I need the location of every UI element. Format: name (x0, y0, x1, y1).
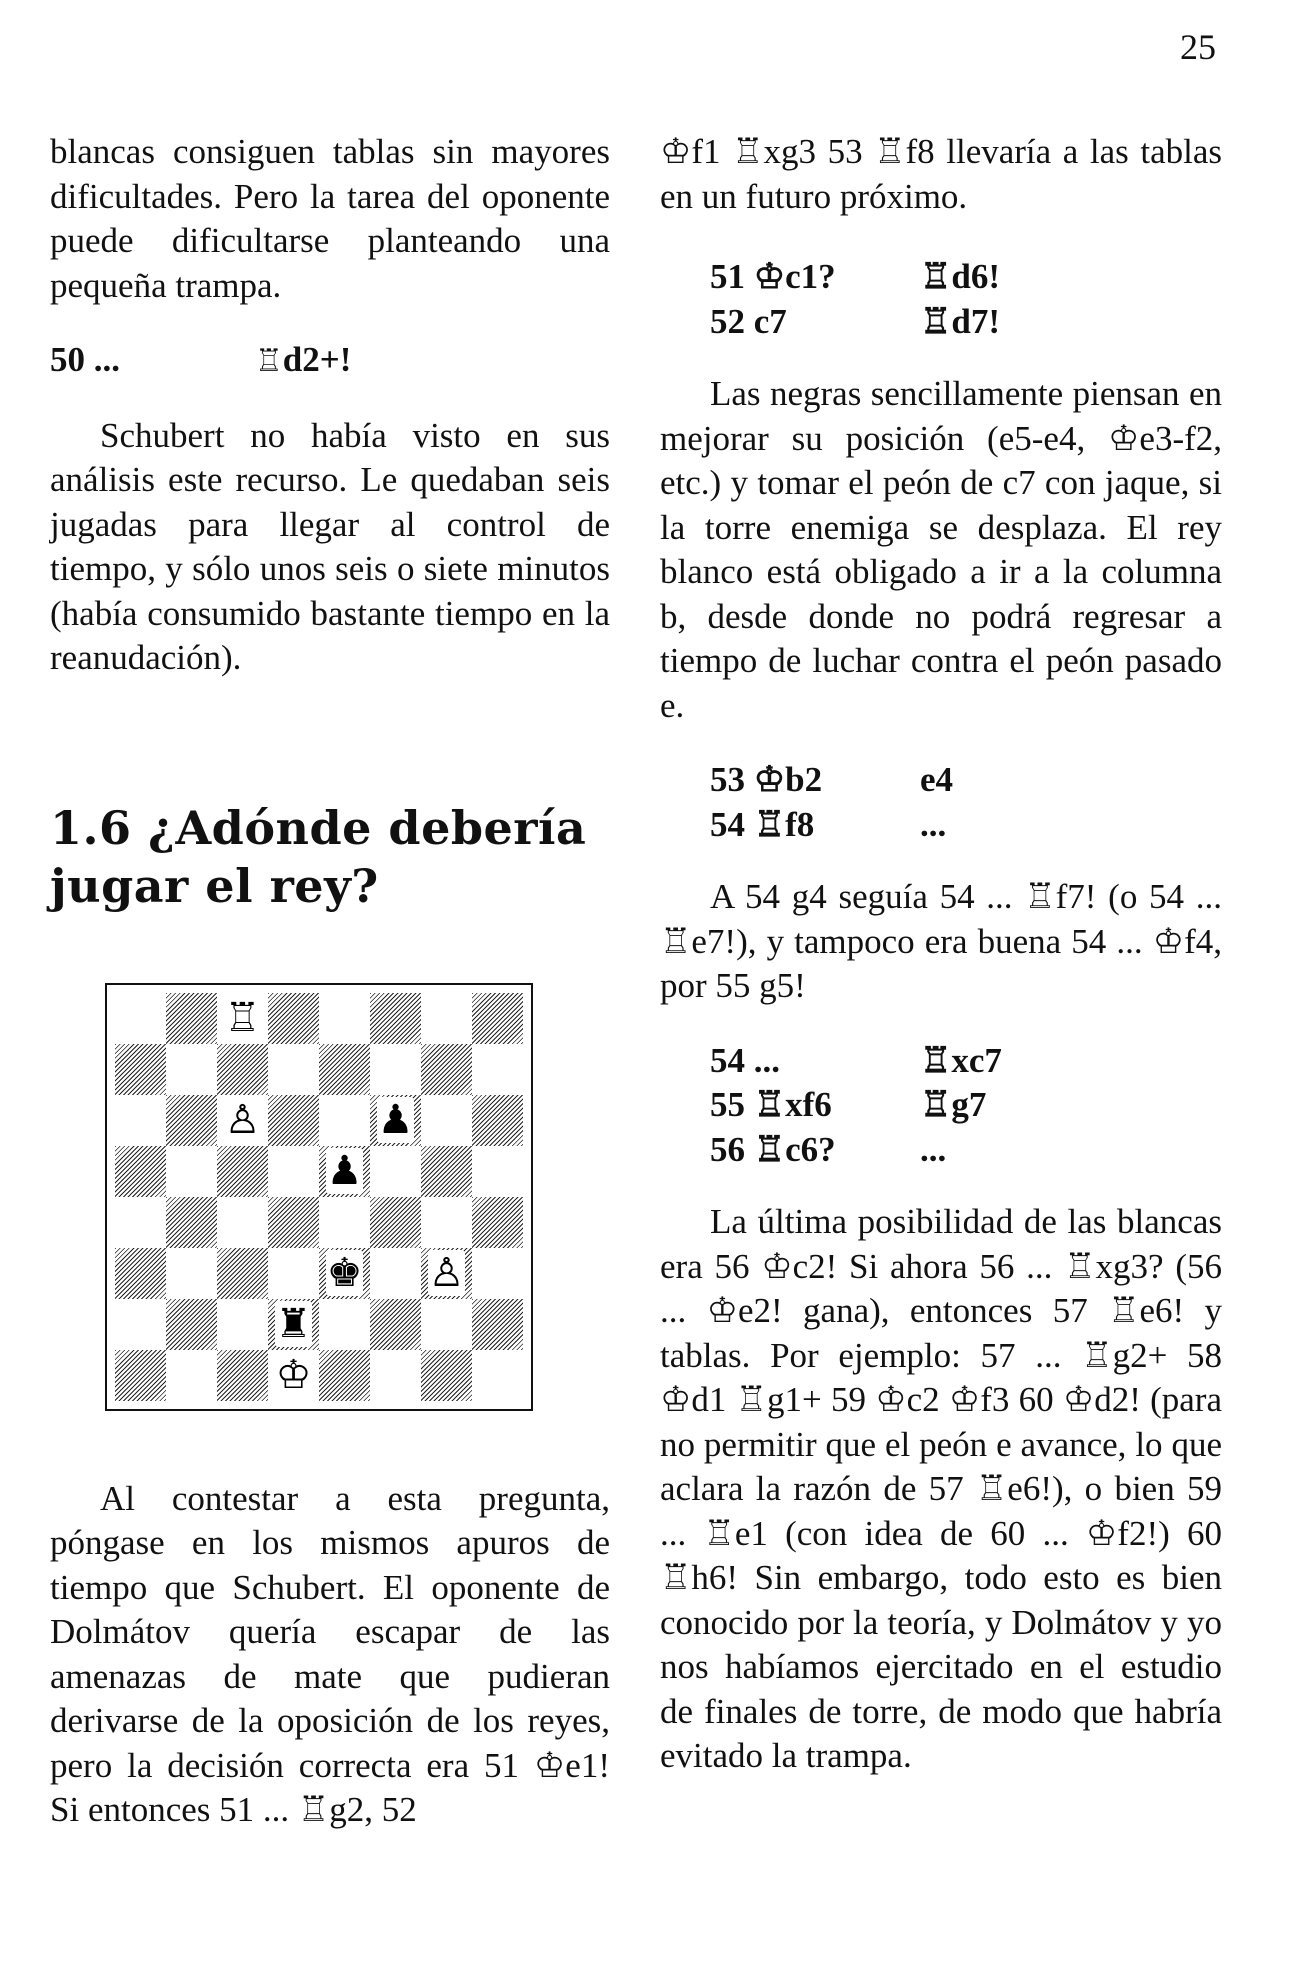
move-row (710, 803, 1222, 848)
dark-square (115, 1146, 166, 1197)
rook-icon: ♖ (255, 343, 283, 379)
dark-square (370, 1197, 421, 1248)
dark-square (166, 1299, 217, 1350)
light-square (115, 1197, 166, 1248)
dark-square (217, 1044, 268, 1095)
black-pawn-icon: ♟ (377, 1096, 414, 1143)
right-column (660, 130, 1222, 1779)
dark-square (217, 1350, 268, 1401)
light-square (217, 1197, 268, 1248)
dark-square (370, 993, 421, 1044)
left-paragraph-2: Schubert no había visto en sus análisis este recurso. Le quedaban seis jugadas para llegar al control de tiempo, y sólo unos seis o siete minutos (había consumido bastante tiempo en la reanudación). (50, 415, 610, 677)
moves-51-52 (710, 255, 1222, 344)
light-square (217, 1299, 268, 1350)
light-square (421, 1197, 472, 1248)
light-square (319, 1095, 370, 1146)
move-black: ♖g7 (920, 1085, 987, 1124)
white-pawn-icon: ♙ (224, 1096, 261, 1143)
light-square (370, 1248, 421, 1299)
dark-square (115, 1350, 166, 1401)
black-rook-icon: ♜ (275, 1300, 312, 1347)
right-paragraph-3: A 54 g4 seguía 54 ... ♖f7! (o 54 ... ♖e7!), y tampoco era buena 54 ... ♔f4, por 55 g5! (660, 877, 1222, 1005)
chess-diagram (105, 983, 533, 1411)
dark-square (319, 1044, 370, 1095)
move-white: 52 c7 (710, 301, 787, 341)
light-square (115, 1095, 166, 1146)
page-number: 25 (1180, 27, 1216, 67)
light-square (268, 1146, 319, 1197)
move-50 (50, 338, 610, 384)
move-white: 54 ♖f8 (710, 804, 815, 844)
dark-square (472, 993, 523, 1044)
light-square (319, 1197, 370, 1248)
white-rook-icon: ♖ (224, 994, 261, 1041)
moves-54-56 (710, 1039, 1222, 1173)
move-row (710, 255, 1222, 300)
move-row (710, 300, 1222, 345)
right-paragraph-1: ♔f1 ♖xg3 53 ♖f8 llevaría a las tablas en un futuro próximo. (660, 132, 1222, 216)
dark-square (370, 1299, 421, 1350)
light-square (370, 1146, 421, 1197)
white-pawn-icon: ♙ (428, 1249, 465, 1296)
move-black: e4 (920, 760, 954, 799)
move-white: 53 ♔b2 (710, 760, 823, 799)
move-black: ♖xc7 (920, 1040, 1002, 1080)
light-square (268, 1248, 319, 1299)
light-square (472, 1248, 523, 1299)
move-white: 56 ♖c6? (710, 1129, 836, 1169)
light-square (115, 1299, 166, 1350)
dark-square (268, 1095, 319, 1146)
move-white: 54 ... (710, 1040, 780, 1080)
light-square (421, 1299, 472, 1350)
dark-square (166, 1197, 217, 1248)
move-row (50, 338, 610, 384)
dark-square (268, 1197, 319, 1248)
section-heading (50, 799, 610, 915)
dark-square (421, 1350, 472, 1401)
left-paragraph-3: Al contestar a esta pregunta, póngase en los mismos apuros de tiempo que Schubert. El oponente de Dolmátov quería escapar de las amenazas de mate que pudieran derivarse de la oposición de los reyes, pero la decisión correcta era 51 ♔e1! Si entonces 51 ... ♖g2, 52 (50, 1478, 610, 1829)
move-black: ♖d2+! (255, 340, 352, 379)
move-black: ♖d7! (920, 301, 1000, 341)
light-square (472, 1146, 523, 1197)
chess-board (115, 993, 523, 1401)
move-black: ... (920, 804, 947, 844)
light-square (166, 1350, 217, 1401)
light-square (421, 1095, 472, 1146)
light-square (421, 993, 472, 1044)
light-square (319, 1299, 370, 1350)
light-square (166, 1248, 217, 1299)
dark-square (421, 1044, 472, 1095)
right-paragraph-4: La última posibilidad de las blancas era 56 ♔c2! Si ahora 56 ... ♖xg3? (56 ... ♔e2! gana), entonces 57 ♖e6! y tablas. Por ejemplo: 57 ... ♖g2+ 58 ♔d1 ♖g1+ 59 ♔c2 ♔f3 60 ♔d2! (para no permitir que el peón e avance, lo que aclara la razón de 57 ♖e6!), o bien 59 ... ♖e1 (con idea de 60 ... ♔f2!) 60 ♖h6! Sin embargo, todo esto es bien conocido por la teoría, y Dolmátov y yo nos habíamos ejercitado en el estudio de finales de torre, de modo que habría evitado la trampa. (660, 1202, 1222, 1775)
dark-square (166, 993, 217, 1044)
dark-square (472, 1299, 523, 1350)
moves-53-54 (710, 758, 1222, 847)
dark-square (115, 1044, 166, 1095)
light-square (166, 1146, 217, 1197)
light-square (319, 993, 370, 1044)
move-white: 55 ♖xf6 (710, 1085, 832, 1124)
move-number: 50 ... (50, 340, 120, 379)
light-square (268, 1044, 319, 1095)
section-heading-line-1: 1.6 ¿Adónde debería (50, 800, 587, 855)
move-row (710, 1128, 1222, 1173)
light-square (115, 993, 166, 1044)
white-king-icon: ♔ (275, 1351, 312, 1398)
dark-square (421, 1146, 472, 1197)
dark-square (472, 1197, 523, 1248)
dark-square (319, 1350, 370, 1401)
dark-square (472, 1095, 523, 1146)
move-row (710, 1039, 1222, 1084)
dark-square (217, 1146, 268, 1197)
right-paragraph-2: Las negras sencillamente piensan en mejorar su posición (e5-e4, ♔e3-f2, etc.) y tomar el peón de c7 con jaque, si la torre enemiga se desplaza. El rey blanco está obligado a ir a la columna b, desde donde no podrá regresar a tiempo de luchar contra el peón pasado e. (660, 374, 1222, 725)
light-square (166, 1044, 217, 1095)
light-square (472, 1350, 523, 1401)
dark-square (268, 993, 319, 1044)
black-pawn-icon: ♟ (326, 1147, 363, 1194)
left-column (50, 130, 610, 1833)
left-paragraph-1: blancas consiguen tablas sin mayores dificultades. Pero la tarea del oponente puede dificultarse planteando una pequeña trampa. (50, 132, 610, 305)
dark-square (166, 1095, 217, 1146)
move-black: ♖d6! (920, 257, 1000, 296)
light-square (370, 1350, 421, 1401)
move-white: 51 ♔c1? (710, 257, 836, 296)
move-black: ... (920, 1129, 947, 1169)
light-square (370, 1044, 421, 1095)
light-square (472, 1044, 523, 1095)
black-king-icon: ♚ (326, 1249, 363, 1296)
dark-square (217, 1248, 268, 1299)
dark-square (115, 1248, 166, 1299)
move-row (710, 1083, 1222, 1128)
section-heading-line-2: jugar el rey? (50, 858, 379, 913)
move-row (710, 758, 1222, 803)
